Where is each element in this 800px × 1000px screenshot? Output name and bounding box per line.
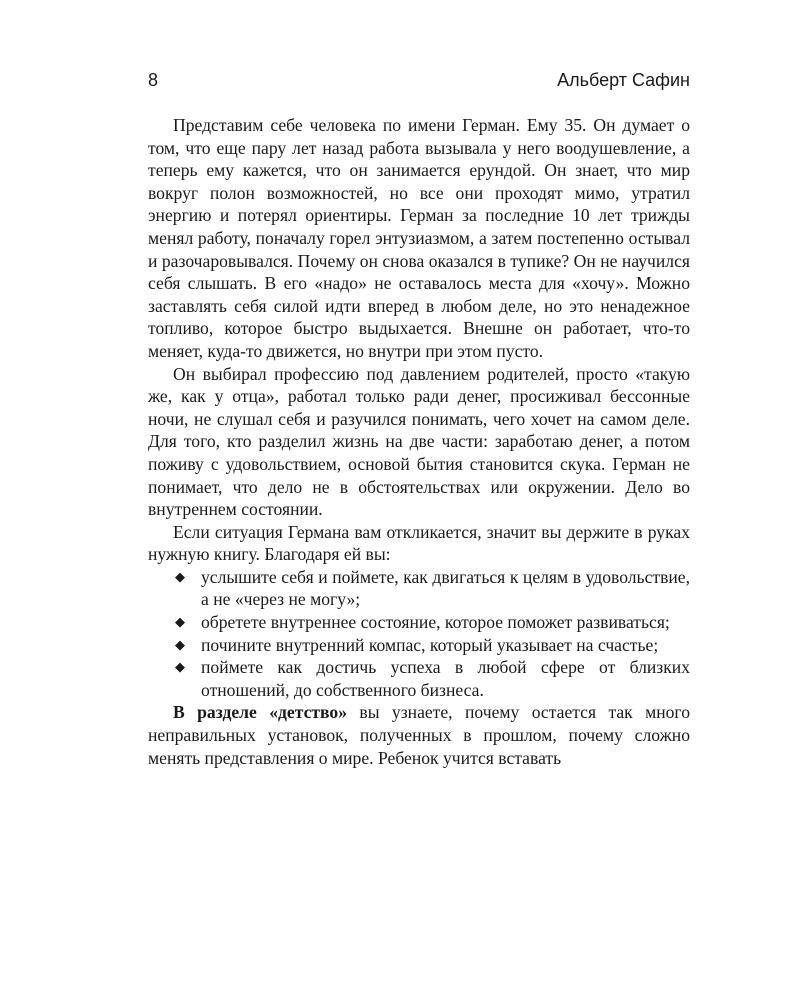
list-item-text: поймете как достичь успеха в любой сфере от близких отношений, до собственного бизнеса. [201, 657, 690, 700]
diamond-bullet-icon: ◆ [175, 568, 185, 584]
diamond-bullet-icon: ◆ [175, 614, 185, 630]
list-item-text: услышите себя и поймете, как двигаться к целям в удовольствие, а не «через не могу»; [201, 566, 690, 610]
running-head-author: Альберт Сафин [557, 70, 690, 90]
list-item-text: почините внутренний компас, который указывает на счастье; [201, 634, 659, 655]
body-text [148, 114, 690, 769]
benefits-list [148, 566, 690, 702]
list-item-text: обретете внутреннее состояние, которое поможет развиваться; [201, 612, 670, 633]
diamond-bullet-icon: ◆ [175, 636, 185, 652]
section-lead-bold: В разделе «детство» [173, 702, 348, 723]
diamond-bullet-icon: ◆ [175, 659, 185, 675]
page-header [148, 70, 690, 100]
paragraph-childhood-section [148, 701, 690, 769]
paragraph-text: вы узнаете, почему остается так много неправильных установок, полученных в прошлом, почему сложно менять представления о мире. Ребенок учится вставать [148, 702, 691, 768]
list-item [173, 566, 690, 611]
page-number: 8 [148, 70, 159, 90]
list-item [173, 611, 690, 634]
paragraph-book-benefits: Если ситуация Германа вам откликается, значит вы держите в руках нужную книгу. Благодаря ей вы: [148, 521, 690, 565]
list-item [173, 634, 690, 657]
paragraph-herman-intro: Представим себе человека по имени Герман. Ему 35. Он думает о том, что еще пару лет назад работа вызывала у него воодушевление, а теперь ему кажется, что он занимается ерундой. Он знает, что мир вокруг полон возможностей, но все они проходят мимо, утратил энергию и потерял ориентиры. Герман за последние 10 лет трижды менял работу, поначалу горел энтузиазмом, а затем постепенно остывал и разочаровывался. Почему он снова оказался в тупике? Он не научился себя слышать. В его «надо» не оставалось места для «хочу». Можно заставлять себя силой идти вперед в любом деле, но это ненадежное топливо, которое быстро выдыхается. Внешне он работает, что-то меняет, куда-то движется, но внутри при этом пусто. [148, 115, 690, 361]
paragraph-profession: Он выбирал профессию под давлением родителей, просто «такую же, как у отца», работал только ради денег, просиживал бессонные ночи, не слушал себя и разучился понимать, чего хочет на самом деле. Для того, кто разделил жизнь на две части: заработаю денег, а потом поживу с удовольствием, основой бытия становится скука. Герман не понимает, что дело не в обстоятельствах или окружении. Дело во внутреннем состоянии. [148, 363, 690, 520]
list-item [173, 656, 690, 701]
